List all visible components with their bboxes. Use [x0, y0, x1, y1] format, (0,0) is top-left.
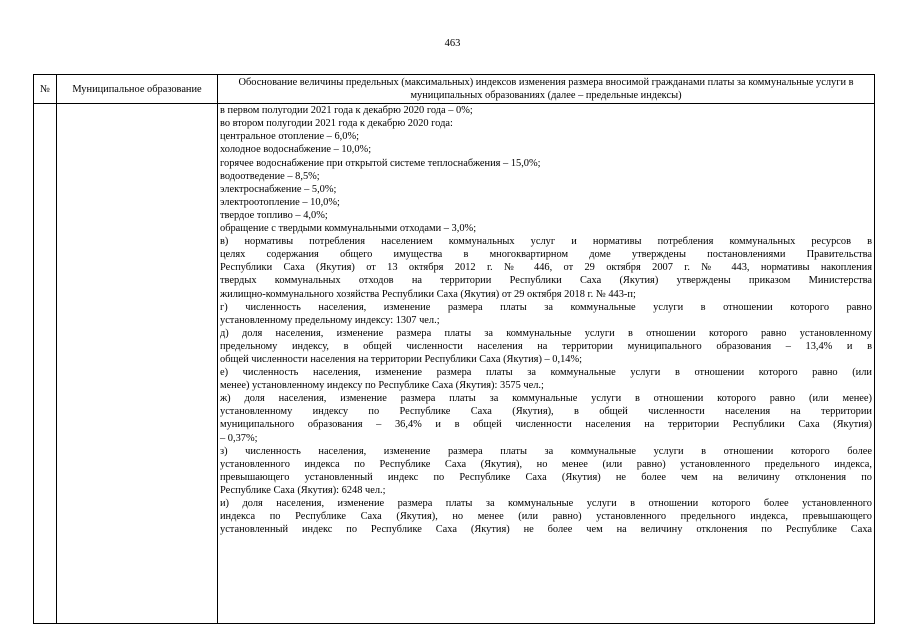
text-line: установленного индекса по Республике Саха (Якутия), но менее (или равно) установленного предельного индекса, — [220, 458, 872, 470]
text-line: твердых коммунальных отходов на территории Республики Саха (Якутия) утверждены приказом Министерства — [220, 275, 872, 287]
text-line: предельному индексу, в общей численности населения на территории муниципального образования – 13,4% и в — [220, 340, 872, 352]
text-line: во втором полугодии 2021 года к декабрю 2020 года: — [220, 118, 453, 130]
text-line: Республике Саха (Якутия): 6248 чел.; — [220, 484, 386, 496]
table-row — [34, 104, 875, 624]
header-justification: Обоснование величины предельных (максимальных) индексов изменения размера вносимой гражданами платы за коммунальные услуги в муниципальных образованиях (далее – предельные индексы) — [218, 75, 875, 104]
text-line: центральное отопление – 6,0%; — [220, 131, 359, 143]
text-line: превышающего установленный индекс по Республике Саха (Якутия) не более чем на величину отклонения по — [220, 471, 872, 483]
text-line: жилищно-коммунального хозяйства Республики Саха (Якутия) от 29 октября 2018 г. № 443-п; — [220, 288, 636, 300]
text-line: з) численность населения, изменение размера платы за коммунальные услуги в отношении которого более — [220, 445, 872, 457]
text-line: установленный индекс по Республике Саха (Якутия) не более чем на величину отклонения по Республике Саха — [220, 524, 872, 536]
text-line: водоотведение – 8,5%; — [220, 170, 320, 182]
text-line: электроснабжение – 5,0%; — [220, 183, 337, 195]
text-line: обращение с твердыми коммунальными отходами – 3,0%; — [220, 223, 477, 235]
text-line: и) доля населения, изменение размера платы за коммунальные услуги в отношении которого более установленного — [220, 498, 872, 509]
text-line: целях содержания общего имущества в многоквартирном доме утверждены постановлениями Правительства — [220, 249, 872, 261]
justification-table — [33, 74, 875, 624]
text-line: Республики Саха (Якутия) от 13 октября 2012 г. № 446, от 29 октября 2007 г. № 443, нормативы накопления — [220, 262, 872, 274]
text-line: менее) установленному индексу по Республике Саха (Якутия): 3575 чел.; — [220, 380, 544, 392]
text-line: холодное водоснабжение – 10,0%; — [220, 144, 372, 156]
header-municipality: Муниципальное образование — [57, 75, 218, 104]
text-line: установленному индексу по Республике Саха (Якутия), в общей численности населения на территории — [220, 406, 872, 418]
text-line: муниципального образования – 36,4% и в общей численности населения на территории Республики Саха (Якутия) — [220, 419, 872, 431]
cell-num — [34, 104, 57, 624]
text-line: д) доля населения, изменение размера платы за коммунальные услуги в отношении которого равно установленному — [220, 327, 872, 339]
text-line: горячее водоснабжение при открытой системе теплоснабжения – 15,0%; — [220, 157, 541, 169]
text-line: установленному предельному индексу: 1307 чел.; — [220, 314, 440, 326]
cell-municipality — [57, 104, 218, 624]
text-line: индекса по Республике Саха (Якутия), но менее (или равно) установленного предельного индекса, превышающего — [220, 511, 872, 523]
text-line: твердое топливо – 4,0%; — [220, 209, 328, 221]
table-header-row — [34, 75, 875, 104]
text-line: в первом полугодии 2021 года к декабрю 2020 года – 0%; — [220, 105, 473, 117]
text-line: в) нормативы потребления населением коммунальных услуг и нормативы потребления коммунальных ресурсов в — [220, 236, 872, 248]
text-line: г) численность населения, изменение размера платы за коммунальные услуги в отношении которого равно — [220, 301, 872, 313]
cell-justification — [218, 104, 875, 624]
text-line: электроотопление – 10,0%; — [220, 196, 340, 208]
text-line: е) численность населения, изменение размера платы за коммунальные услуги в отношении которого равно (или — [220, 367, 872, 379]
text-line: общей численности населения на территории Республики Саха (Якутия) – 0,14%; — [220, 353, 583, 365]
text-line: – 0,37%; — [220, 432, 258, 444]
text-line: ж) доля населения, изменение размера платы за коммунальные услуги в отношении которого равно (или менее) — [220, 393, 872, 405]
header-num: № — [34, 75, 57, 104]
page-number: 463 — [444, 38, 461, 49]
